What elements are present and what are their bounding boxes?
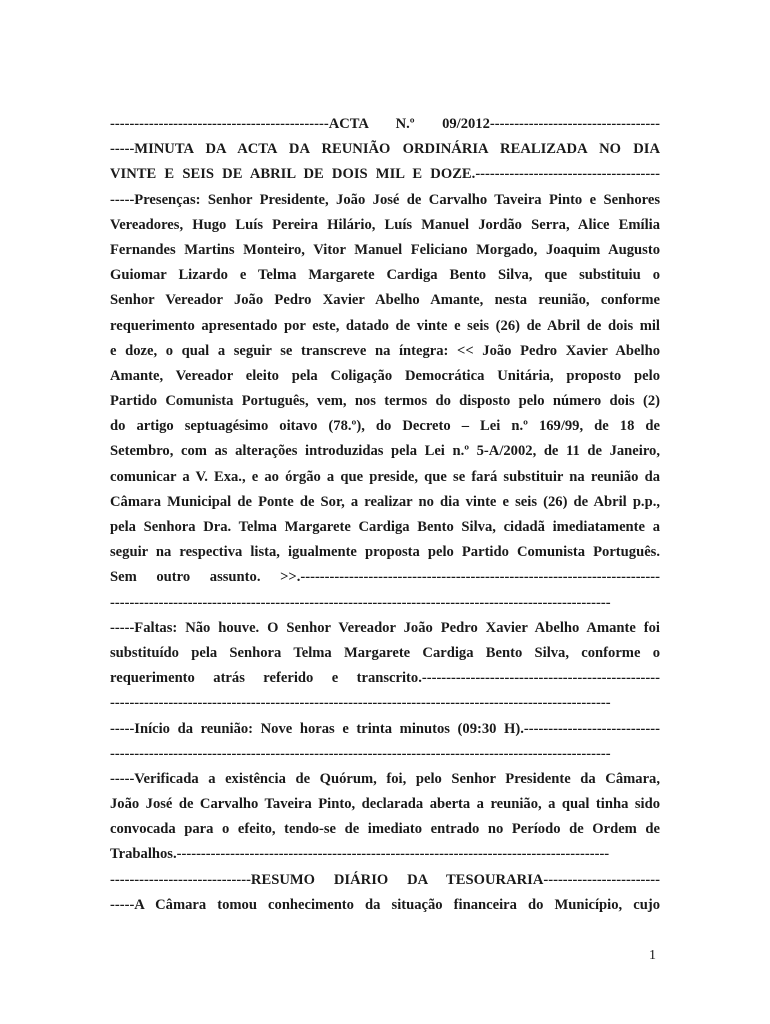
- presencas-line-6: requerimento apresentado por este, datado de vinte e seis (26) de Abril de dois mil: [110, 317, 660, 334]
- faltas-line-3: requerimento atrás referido e transcrito.-------------------------------------------------: [110, 670, 660, 687]
- presencas-line-13: Câmara Municipal de Ponte de Sor, a realizar no dia vinte e seis (26) de Abril p.p.,: [110, 493, 660, 510]
- presencas-line-14: pela Senhora Dra. Telma Margarete Cardiga Bento Silva, cidadã imediatamente a: [110, 519, 660, 535]
- presencas-line-12: comunicar a V. Exa., e ao órgão a que preside, que se fará substituir na reunião da: [110, 468, 660, 485]
- minuta-title-line-1: -----MINUTA DA ACTA DA REUNIÃO ORDINÁRIA REALIZADA NO DIA: [110, 141, 660, 158]
- document-body: [110, 112, 660, 918]
- presencas-line-5: Senhor Vereador João Pedro Xavier Abelho Amante, nesta reunião, conforme: [110, 292, 660, 309]
- presencas-line-7: e doze, o qual a seguir se transcreve na íntegra: << João Pedro Xavier Abelho: [110, 342, 660, 359]
- inicio-reuniao-line: -----Início da reunião: Nove horas e trinta minutos (09:30 H).----------------------------: [110, 720, 660, 737]
- minuta-title-line-2: VINTE E SEIS DE ABRIL DE DOIS MIL E DOZE.--------------------------------------: [110, 166, 660, 183]
- separator-line: -------------------------------------------------------------------------------------------------------: [110, 745, 611, 762]
- presencas-line-8: Amante, Vereador eleito pela Coligação Democrática Unitária, proposto pelo: [110, 367, 660, 384]
- page-number: 1: [649, 948, 656, 963]
- presencas-line-16: Sem outro assunto. >>.--------------------------------------------------------------------------: [110, 569, 660, 586]
- presencas-line-3: Fernandes Martins Monteiro, Vitor Manuel Feliciano Morgado, Joaquim Augusto: [110, 241, 660, 258]
- quorum-line-4: Trabalhos.-----------------------------------------------------------------------------------------: [110, 846, 610, 863]
- presencas-line-9: Partido Comunista Português, vem, nos termos do disposto pelo número dois (2): [110, 393, 660, 410]
- tesouraria-line-1: -----A Câmara tomou conhecimento da situação financeira do Município, cujo: [110, 896, 660, 913]
- separator-line: -------------------------------------------------------------------------------------------------------: [110, 594, 611, 611]
- quorum-line-1: -----Verificada a existência de Quórum, foi, pelo Senhor Presidente da Câmara,: [110, 770, 660, 787]
- presencas-line-1: -----Presenças: Senhor Presidente, João José de Carvalho Taveira Pinto e Senhores: [110, 191, 660, 208]
- faltas-line-1: -----Faltas: Não houve. O Senhor Vereador João Pedro Xavier Abelho Amante foi: [110, 619, 660, 636]
- presencas-line-10: do artigo septuagésimo oitavo (78.º), do Decreto – Lei n.º 169/99, de 18 de: [110, 418, 660, 435]
- tesouraria-heading: -----------------------------RESUMO DIÁRIO DA TESOURARIA------------------------: [110, 871, 660, 888]
- acta-heading: ---------------------------------------------ACTA N.º 09/2012-----------------------------------: [110, 116, 660, 132]
- presencas-line-4: Guiomar Lizardo e Telma Margarete Cardiga Bento Silva, que substituiu o: [110, 267, 660, 284]
- quorum-line-2: João José de Carvalho Taveira Pinto, declarada aberta a reunião, a qual tinha sido: [110, 796, 660, 813]
- quorum-line-3: convocada para o efeito, tendo-se de imediato entrado no Período de Ordem de: [110, 821, 660, 838]
- separator-line: -------------------------------------------------------------------------------------------------------: [110, 695, 611, 712]
- presencas-line-11: Setembro, com as alterações introduzidas pela Lei n.º 5-A/2002, de 11 de Janeiro,: [110, 443, 660, 460]
- presencas-line-2: Vereadores, Hugo Luís Pereira Hilário, Luís Manuel Jordão Serra, Alice Emília: [110, 216, 660, 233]
- faltas-line-2: substituído pela Senhora Telma Margarete Cardiga Bento Silva, conforme o: [110, 644, 660, 661]
- presencas-line-15: seguir na respectiva lista, igualmente proposta pelo Partido Comunista Português.: [110, 544, 660, 561]
